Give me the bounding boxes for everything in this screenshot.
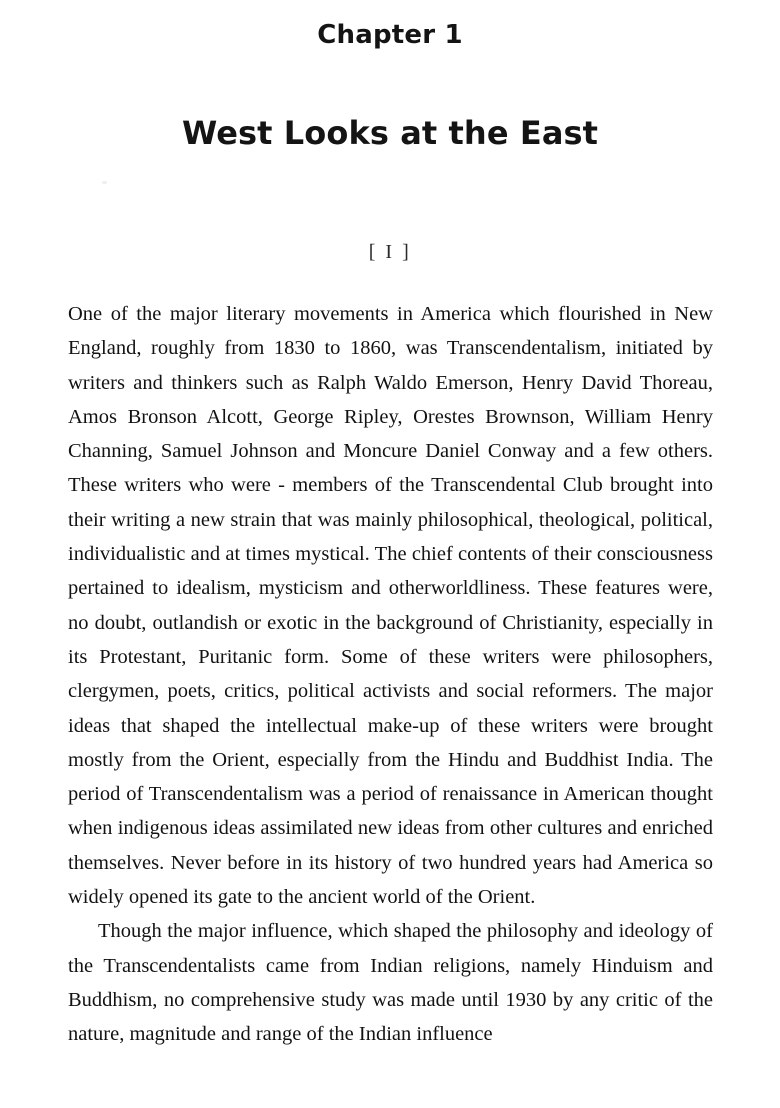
body-paragraph: Though the major influence, which shaped the philosophy and ideology of the Transcendentalists came from Indian religions, namely Hinduism and Buddhism, no comprehensive study was made until 1930 by any critic of the nature, magnitude and range of the Indian influence <box>68 920 713 1046</box>
section-number-marker: [ I ] <box>368 241 412 263</box>
chapter-label: Chapter 1 <box>317 20 463 50</box>
body-paragraph: One of the major literary movements in America which flourished in New England, roughly from 1830 to 1860, was Transcendentalism, initiated by writers and thinkers such as Ralph Waldo Emerson, Henry David Thoreau, Amos Bronson Alcott, George Ripley, Orestes Brownson, William Henry Channing, Samuel Johnson and Moncure Daniel Conway and a few others. These writers who were - members of the Transcendental Club brought into their writing a new strain that was mainly philosophical, theological, political, individualistic and at times mystical. The chief contents of their consciousness pertained to idealism, mysticism and otherworldliness. These features were, no doubt, outlandish or exotic in the background of Christianity, especially in its Protestant, Puritanic form. Some of these writers were philosophers, clergymen, poets, critics, political activists and social reformers. The major ideas that shaped the intellectual make-up of these writers were brought mostly from the Orient, especially from the Hindu and Buddhist India. The period of Transcendentalism was a period of renaissance in American thought when indigenous ideas assimilated new ideas from other cultures and enriched themselves. Never before in its history of two hundred years had America so widely opened its gate to the ancient world of the Orient. <box>68 303 713 909</box>
body-text-block <box>68 297 713 1052</box>
scan-artifact-speck <box>102 181 107 184</box>
page-title: West Looks at the East <box>181 114 599 153</box>
